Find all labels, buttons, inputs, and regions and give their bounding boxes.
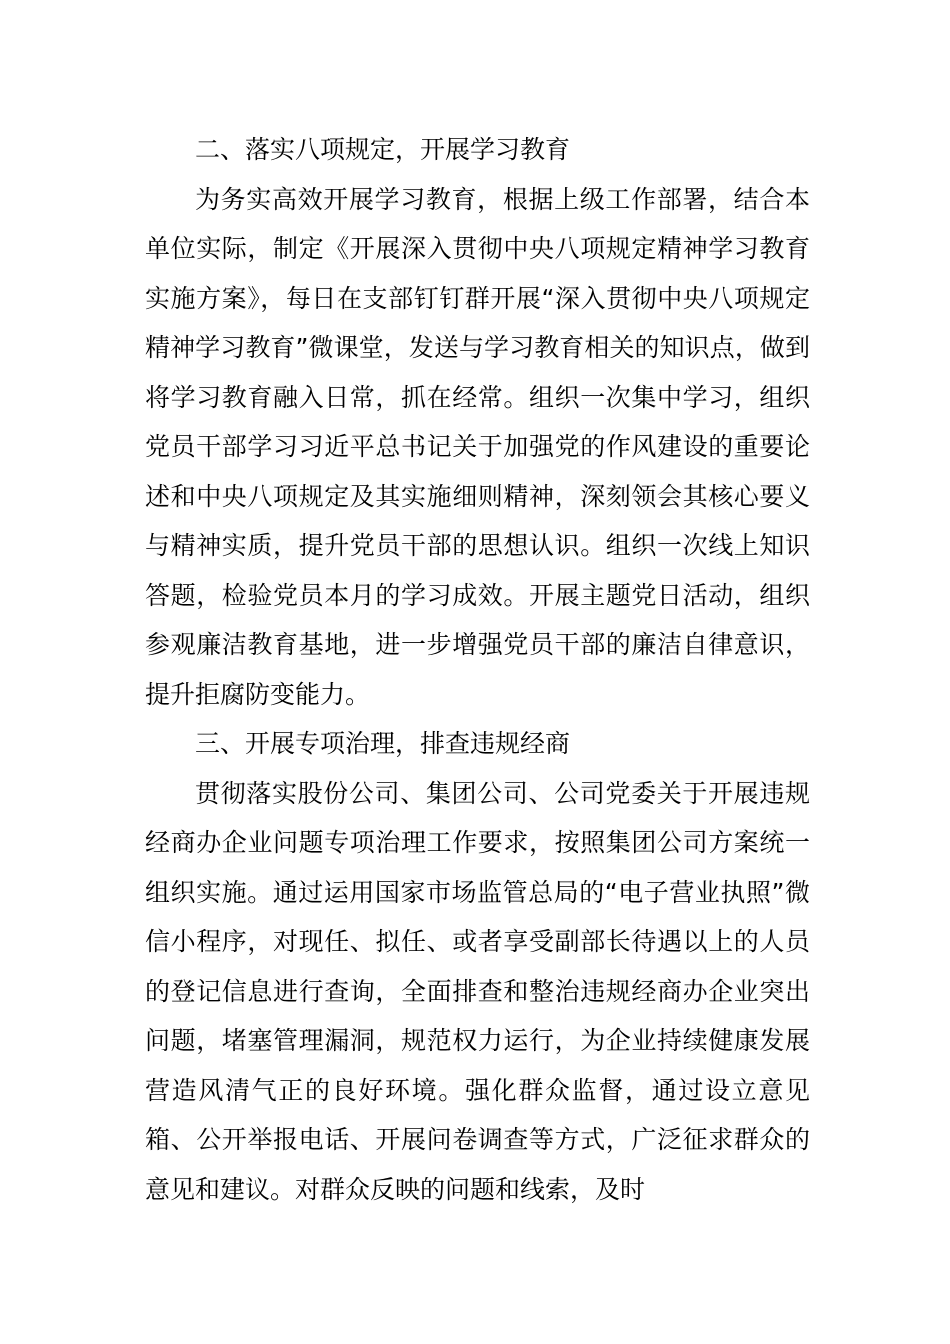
section-3-paragraph: 贯彻落实股份公司、集团公司、公司党委关于开展违规经商办企业问题专项治理工作要求，按照集团公司方案统一组织实施。通过运用国家市场监管总局的“电子营业执照”微信小程序，对现任、拟任、或者享受副部长待遇以上的人员的登记信息进行查询，全面排查和整治违规经商办企业突出问题，堵塞管理漏洞，规范权力运行，为企业持续健康发展营造风清气正的良好环境。强化群众监督，通过设立意见箱、公开举报电话、开展问卷调查等方式，广泛征求群众的意见和建议。对群众反映的问题和线索，及时 (145, 778, 810, 1204)
section-2-paragraph: 为务实高效开展学习教育，根据上级工作部署，结合本单位实际，制定《开展深入贯彻中央八项规定精神学习教育实施方案》，每日在支部钉钉群开展“深入贯彻中央八项规定精神学习教育”微课堂，发送与学习教育相关的知识点，做到将学习教育融入日常，抓在经常。组织一次集中学习，组织党员干部学习习近平总书记关于加强党的作风建设的重要论述和中央八项规定及其实施细则精神，深刻领会其核心要义与精神实质，提升党员干部的思想认识。组织一次线上知识答题，检验党员本月的学习成效。开展主题党日活动，组织参观廉洁教育基地，进一步增强党员干部的廉洁自律意识，提升拒腐防变能力。 (145, 184, 810, 709)
section-3-heading: 三、开展专项治理，排查违规经商 (195, 729, 571, 758)
document-body (145, 125, 810, 1214)
section-2-heading: 二、落实八项规定，开展学习教育 (195, 135, 571, 164)
